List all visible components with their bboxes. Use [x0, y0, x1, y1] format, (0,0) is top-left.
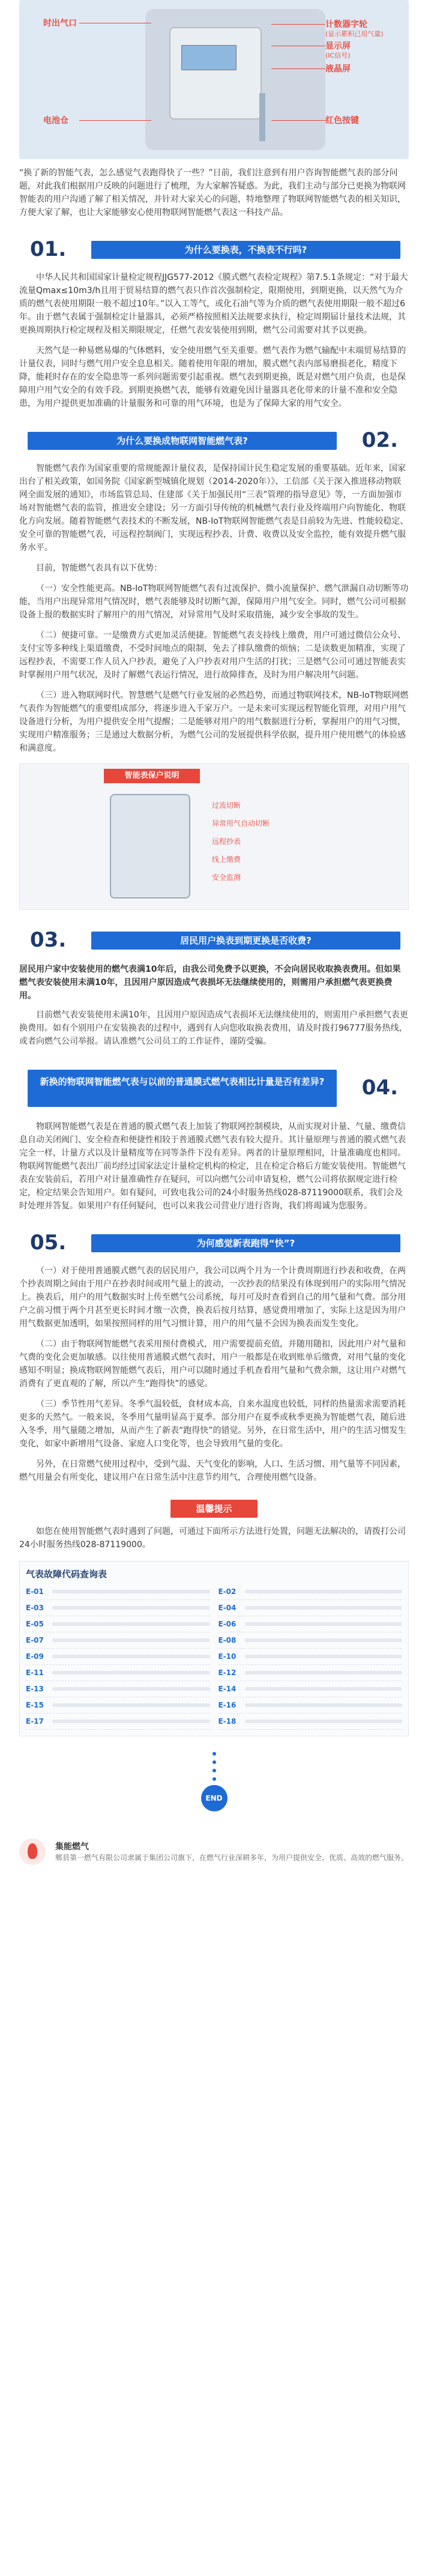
paragraph: 天然气是一种易燃易爆的气体燃料，安全使用燃气至关重要。燃气表作为燃气输配中末端贸易结算的计量仪表，同时与燃气用户安全息息相关。随着使用年限的增加，膜式燃气表内部易磨损老化，精度下降，能耗时存在的安全隐患等一系列问题需要引起重视。燃气表到期更换，既是对燃气用户负责，也是保障用户用气安全的有效手段。到期更换燃气表，能够有效避免因计量器具老化带来的计量不准和安全隐患，为用户提供更加准确的计量服务和可靠的用气环境，也是为了保障大家的用气安全。	[19, 346, 406, 408]
smart-meter-product-image	[19, 763, 409, 910]
footer-card[interactable]	[19, 1838, 409, 1877]
company-logo-icon	[19, 1838, 46, 1865]
error-code: E-13	[26, 1685, 44, 1693]
code-description	[52, 1590, 210, 1593]
section-title: 新换的物联网智能燃气表与以前的普通膜式燃气表相比计量是否有差异?	[28, 1070, 337, 1107]
tips-title: 温馨提示	[170, 1500, 258, 1518]
footer-info	[55, 1840, 408, 1863]
code-description	[245, 1638, 403, 1642]
label-battery: 电池仓	[43, 116, 68, 126]
code-description	[52, 1703, 210, 1707]
error-code: E-06	[218, 1620, 237, 1628]
paragraph: 另外，在日常燃气使用过程中，受到气温、天气变化的影响，人口、生活习惯、用气量等不同因素，燃气用量会有所变化，建议用户在日常生活中注意节约用气，合理使用燃气设备。	[19, 1459, 406, 1482]
code-description	[52, 1638, 210, 1642]
tips-text: 如您在使用智能燃气表时遇到了问题，可通过下面所示方法进行处置，问题无法解决的，请拨打公司24小时服务热线028-87119000。	[19, 1527, 406, 1550]
error-code: E-15	[26, 1701, 44, 1709]
meter-bar	[259, 93, 265, 141]
section-01-body	[19, 271, 409, 410]
error-code: E-11	[26, 1668, 44, 1677]
error-code: E-02	[218, 1587, 237, 1596]
section-title: 为什么要换表，不换表不行吗?	[91, 241, 400, 259]
table-row	[26, 1584, 210, 1600]
paragraph: 智能燃气表作为国家重要的常规能源计量仪表，是保持国计民生稳定发展的重要基础。近年来，国家出台了相关政策，如国务院《国家新型城镇化规划（2014-2020年）》、工信部《关于深入推进移动物联网全面发展的通知》，市场监管总局、住建部《关于加强民用“三表”管理的指导意见》等，一方面加强市场对智能燃气表的监管，推进安全建设；另一方面引导传统的机械燃气表行业及终端用户向智能化、物联化方向发展。随着智能燃气表技术的不断发展，NB-IoT物联网智能燃气表是目前较为先进、性能较稳定、安全可靠的智能燃气表，可远程控制阀门，实现远程抄表、计费、收费以及安全监控，能有效提升燃气服务水平。	[19, 464, 409, 553]
label-lcd: 液晶屏	[325, 64, 351, 74]
paragraph: 目前，智能燃气表具有以下优势：	[36, 563, 162, 573]
section-title: 为何感觉新表跑得“快”?	[91, 1234, 400, 1252]
error-code: E-09	[26, 1652, 44, 1661]
paragraph: 目前燃气表安装使用未满10年，且因用户原因造成气表损坏无法继续使用的，则需用户承担燃气表更换费用。如有个别用户在安装换表的过程中，遇到有人向您收取换表费用，请及时拨打96777服务热线，或者向燃气公司举报。请认准燃气公司员工的工作证件，谨防受骗。	[19, 1010, 408, 1046]
product-feature: 安全监测	[212, 873, 241, 882]
paragraph: 物联网智能燃气表是在普通的膜式燃气表上加装了物联网控制模块，从而实现对计量、气量、缴费信息自动关闭阀门、安全检查和便捷性相较于普通膜式燃气表有较大提升。其计量原理与普通的膜式燃气表完全一样，计量方式以及计量精度等在同等条件下没有差异。两者的计量原理相同，计量准确度也相同。物联网智能燃气表出厂前均经过国家法定计量检定机构的检定，且在检定合格后方能安装使用。智能燃气表在安装前后，若用户对计量准确性存在疑问，可以向燃气公司申请复检，燃气公司将依据规定进行检定，检定结果会告知用户。如有疑问，可致电我公司的24小时服务热线028-87119000联系，我们会及时处理并答复。如果用户有任何疑问，也可以来我公司营业厅进行咨询，我们将竭诚为您服务。	[19, 1122, 406, 1211]
code-grid	[20, 1584, 408, 1736]
brand-name: 集能燃气	[55, 1842, 89, 1852]
section-number: 04.	[361, 1076, 398, 1100]
meter-diagram	[19, 0, 409, 159]
label-counter: 计数器字轮	[325, 20, 367, 29]
code-description	[245, 1703, 403, 1707]
error-code: E-16	[218, 1701, 237, 1709]
table-row	[26, 1649, 210, 1665]
error-code: E-01	[26, 1587, 44, 1596]
section-04-body	[19, 1120, 409, 1213]
paragraph: 中华人民共和国国家计量检定规程JJG577-2012《膜式燃气表检定规程》第7.5.1条规定：“对于最大流量Qmax≤10m3/h且用于贸易结算的燃气表只作首次强制检定，限期使用，到期更换，以天然气为介质的燃气表使用期限一般不超过10年。”以入工等气，或化石油气等为介质的燃气表使用期限一般不超过6年。由于燃气表属于强制检定计量器具，必须严格按照相关法规要求执行，检定周期届计量技术法规，其更换周期执行检定规程及相关期限规定，任燃气表安装使用到期，燃气公司需要对其予以更换。	[19, 273, 408, 335]
paragraph: （一）对于使用普通膜式燃气表的居民用户，我公司以两个月为一个计费周期进行抄表和收费，在两个抄表周期之间由于用户在抄表时间或用气量上的波动，一次抄表的结果没有体现到用户的实际用气情况上。换表后，用户的用气数据实时上传至燃气公司系统，每月可及时查看到自己的用气量和气费。部分用户之前习惯于两个月甚至更长时间才缴一次费，换表后按月结算，感觉费用增加了，实际上这是因为用户用气数据更加透明，如果按照同样的用气习惯计算，用户的用气量不会因为换表而发生变化。	[19, 1266, 406, 1329]
error-code: E-08	[218, 1636, 237, 1644]
label-red-button: 红色按键	[325, 116, 359, 126]
pointer-line	[79, 120, 151, 121]
table-row	[26, 1616, 210, 1632]
section-03-body	[19, 1008, 409, 1048]
section-03-answer: 居民用户家中安装使用的燃气表满10年后，由我公司免费予以更换，不会向居民收取换表费用。但如果燃气表安装使用未满10年，且因用户原因造成气表损坏无法继续使用的，则需用户承担燃气表更换费用。	[19, 965, 401, 1001]
section-number: 05.	[30, 1231, 67, 1255]
code-description	[52, 1655, 210, 1658]
product-feature: 线上缴费	[212, 855, 241, 864]
table-title: 气表故障代码查询表	[26, 1569, 107, 1580]
paragraph: （二）由于物联网智能燃气表采用预付费模式，用户需要提前充值，并随用随扣，因此用户对气量和气费的变化会更加敏感。以往使用普通膜式燃气表时，用户一般都是在收到账单后缴费，对用气量的变化感知不明显；换成物联网智能燃气表后，用户可以随时通过手机查看用气量和气费余额，这让用户对燃气消费有了更直观的了解，所以产生“跑得快”的感觉。	[19, 1339, 406, 1389]
table-row	[219, 1697, 403, 1714]
code-description	[245, 1622, 403, 1626]
section-title: 为什么要换成物联网智能燃气表?	[28, 432, 337, 450]
table-row	[26, 1714, 210, 1730]
product-title: 智能表保户说明	[104, 769, 200, 783]
table-row	[219, 1649, 403, 1665]
section-number: 02.	[361, 428, 398, 452]
error-code: E-10	[218, 1652, 237, 1661]
dot-icon	[212, 1760, 216, 1764]
section-02-body	[19, 462, 409, 755]
table-row	[26, 1600, 210, 1616]
end-marker	[0, 1752, 428, 1824]
table-row	[219, 1665, 403, 1681]
code-description	[245, 1655, 403, 1658]
error-code-table	[19, 1561, 409, 1736]
section-number: 03.	[30, 928, 67, 952]
table-row	[219, 1714, 403, 1730]
code-description	[245, 1687, 403, 1691]
paragraph: （三）进入物联网时代。智慧燃气是燃气行业发展的必然趋势，而通过物联网技术，NB-IoT物联网燃气表作为智能燃气的重要组成部分，将逐步进入千家万户。一是未来可实现远程智能化管理，对用户用气设备进行分析，为用户提供安全用气提醒；二是能够对用户的用气数据进行分析，掌握用户的用气习惯，实现用户精准服务；三是通过大数据分析，为燃气公司的发展提供科学依据，提升用户使用燃气的体验感和满意度。	[19, 691, 409, 753]
code-description	[52, 1622, 210, 1626]
table-row	[26, 1665, 210, 1681]
table-row	[26, 1632, 210, 1649]
paragraph: （一）安全性能更高。NB-IoT物联网智能燃气表有过流保护、微小流量保护、燃气泄漏自动切断等功能，当用户出现异常用气情况时，燃气表能够及时切断气源，保障用户用气安全。同时，燃气公司可根据设备上报的数据实时了解用户的用气情况，对异常用气及时采取措施，减少安全事故的发生。	[19, 584, 409, 620]
label-counter-sub: (显示累积已用气量)	[325, 30, 384, 38]
pointer-line	[271, 120, 325, 121]
label-display-sub: (IC信号)	[325, 52, 351, 59]
label-outlet: 时出气口	[43, 19, 77, 28]
code-description	[52, 1720, 210, 1723]
error-code: E-18	[218, 1717, 237, 1726]
section-05-body	[19, 1264, 409, 1484]
table-row	[26, 1681, 210, 1697]
error-code: E-17	[26, 1717, 44, 1726]
code-description	[52, 1606, 210, 1610]
paragraph: （三）季节性用气差异。冬季气温较低，食材成本高，自来水温度也较低，同样的热量需求需要消耗更多的天然气。一般来说，冬季用气量明显高于夏季。部分用户在夏季或秋季更换为智能燃气表，随后进入冬季，用气量随之增加，从而产生了新表“跑得快”的错觉。另外，在日常生活中，用户的生活习惯发生变化，如家中新增用气设备、家庭人口变化等，也会导致用气量的变化。	[19, 1399, 406, 1449]
code-description	[245, 1606, 403, 1610]
section-04-header	[19, 1062, 409, 1114]
dot-icon	[212, 1752, 216, 1756]
intro-text: “换了新的智能气表，怎么感觉气表跑得快了一些？”日前，我们注意到有用户咨询智能燃气表的部分问题，对此我们根据用户反映的问题进行了梳理，为大家解答疑惑。为此，我们主动与部分已更换为物联网智能表的用户沟通了解了相关情况，并针对大家关心的问题，特地整理了物联网智能燃气表的相关知识，方便大家了解，也让大家能够安心使用物联网智能燃气表这一科技产品。	[19, 168, 406, 217]
section-title: 居民用户换表到期更换是否收费?	[91, 932, 400, 950]
product-feature: 远程抄表	[212, 837, 241, 846]
label-display: 显示屏	[325, 41, 351, 51]
error-code: E-04	[218, 1604, 237, 1612]
code-description	[245, 1590, 403, 1593]
error-code: E-07	[26, 1636, 44, 1644]
meter-screen	[181, 45, 237, 70]
section-01-header	[19, 234, 409, 265]
code-description	[245, 1671, 403, 1674]
table-row	[219, 1632, 403, 1649]
product-feature: 异常用气自动切断	[212, 819, 270, 828]
error-code: E-05	[26, 1620, 44, 1628]
code-description	[52, 1671, 210, 1674]
code-description	[245, 1720, 403, 1723]
paragraph: （二）便捷可靠。一是缴费方式更加灵活便捷。智能燃气表支持线上缴费，用户可通过微信公众号、支付宝等多种线上渠道缴费，不受时间地点的限制，免去了排队缴费的烦恼；二是读数更加精准，实现了远程抄表，不需要工作人员入户抄表，避免了入户抄表对用户生活的打扰；三是燃气公司可通过智能表实时掌握用户用气状况，及时了解燃气表运行情况，进行故障排查，及时为用户解决用气问题。	[19, 631, 406, 680]
error-code: E-03	[26, 1604, 44, 1612]
error-code: E-14	[218, 1685, 237, 1693]
section-number: 01.	[30, 237, 67, 261]
table-row	[219, 1584, 403, 1600]
table-row	[26, 1697, 210, 1714]
code-description	[52, 1687, 210, 1691]
brand-description: 郫县第一燃气有限公司隶属于集团公司旗下，在燃气行业深耕多年，为用户提供安全、优质、高效的燃气服务。	[55, 1853, 409, 1862]
table-row	[219, 1600, 403, 1616]
smart-meter-device	[110, 794, 190, 899]
product-feature: 过流切断	[212, 801, 241, 810]
pointer-line	[271, 24, 325, 25]
dot-icon	[212, 1777, 216, 1781]
meter-counter-box	[169, 27, 262, 120]
section-03-header	[19, 924, 409, 956]
table-row	[219, 1616, 403, 1632]
table-row	[219, 1681, 403, 1697]
section-02-header	[19, 425, 409, 456]
dot-icon	[212, 1769, 216, 1772]
section-05-header	[19, 1227, 409, 1258]
error-code: E-12	[218, 1668, 237, 1677]
end-badge: END	[201, 1785, 228, 1811]
pointer-line	[271, 68, 325, 69]
gas-meter-image	[145, 9, 325, 150]
